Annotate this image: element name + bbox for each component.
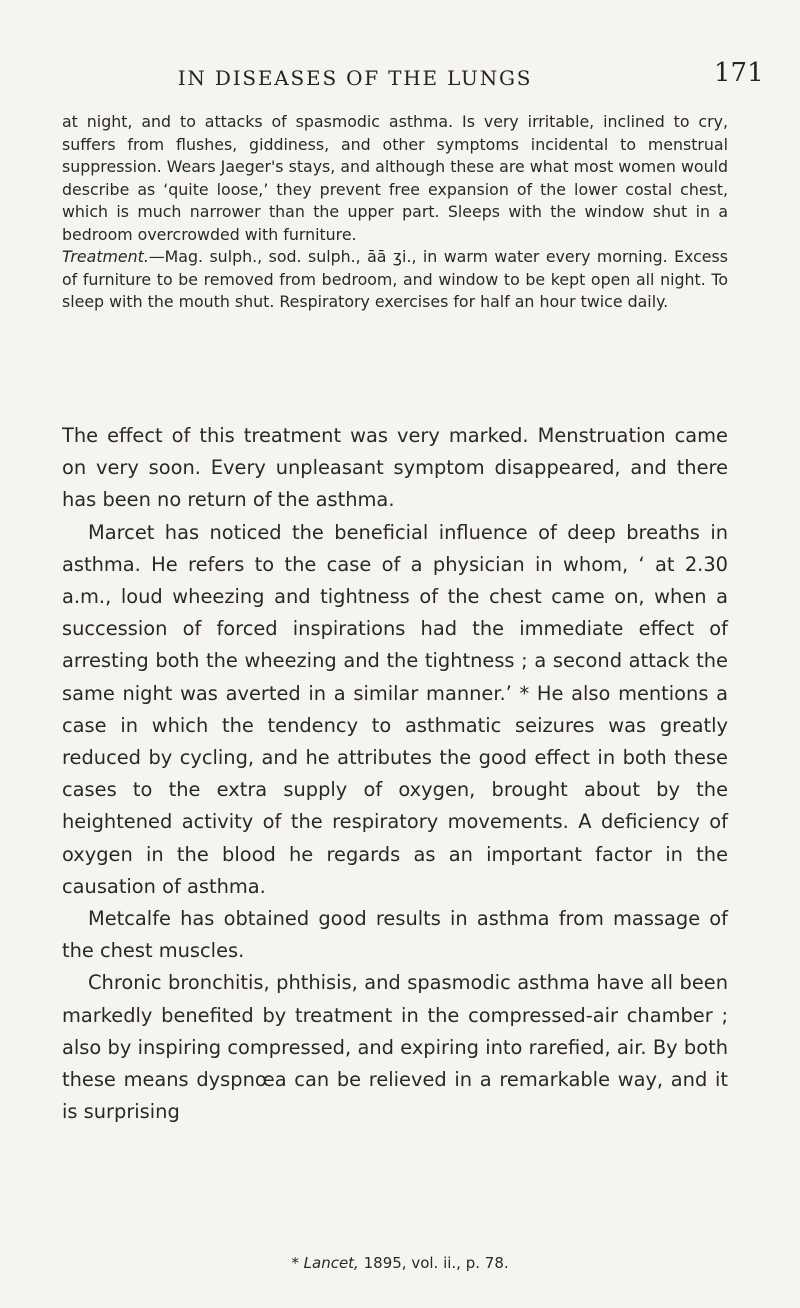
- case-notes: [62, 111, 728, 314]
- footnote-details: 1895, vol. ii., p. 78.: [363, 1254, 509, 1272]
- running-title: IN DISEASES OF THE LUNGS: [177, 66, 533, 90]
- case-description: at night, and to attacks of spasmodic asthma. Is very irritable, inclined to cry, suffers from flushes, giddiness, and other symptoms incidental to menstrual suppression. Wears Jaeger's stays, and although these are what most women would describe as ‘quite loose,’ they prevent free expansion of the lower costal chest, which is much narrower than the upper part. Sleeps with the window shut in a bedroom overcrowded with furniture.: [62, 112, 728, 244]
- paragraph-metcalfe: Metcalfe has obtained good results in asthma from massage of the chest muscles.: [62, 907, 728, 963]
- footnote-marker: *: [291, 1254, 299, 1272]
- treatment-label: Treatment.: [62, 247, 149, 266]
- paragraph-compressed-air: Chronic bronchitis, phthisis, and spasmodic asthma have all been markedly benefited by treatment in the compressed-air chamber ; also by inspiring compressed, and expiring into rarefied, air. By both these means dyspnœa can be relieved in a remarkable way, and it is surprising: [62, 971, 728, 1124]
- footnote: [0, 1254, 800, 1272]
- treatment-paragraph: [62, 246, 728, 314]
- treatment-text: —Mag. sulph., sod. sulph., āā ʒi., in warm water every morning. Excess of furniture to be removed from bedroom, and window to be kept open all night. To sleep with the mouth shut. Respiratory exercises for half an hour twice daily.: [62, 247, 728, 311]
- paragraph-effect: The effect of this treatment was very marked. Menstruation came on very soon. Every unpleasant symptom disappeared, and there has been no return of the asthma.: [62, 424, 728, 512]
- running-head: [0, 52, 800, 92]
- main-text: [62, 420, 728, 1128]
- page-number: 171: [714, 58, 764, 88]
- paragraph-marcet: Marcet has noticed the beneficial influence of deep breaths in asthma. He refers to the case of a physician in whom, ‘ at 2.30 a.m., loud wheezing and tightness of the chest came on, when a succession of forced inspirations had the immediate effect of arresting both the wheezing and the tightness ; a second attack the same night was averted in a similar manner.’ * He also mentions a case in which the tendency to asthmatic seizures was greatly reduced by cycling, and he attributes the good effect in both these cases to the extra supply of oxygen, brought about by the heightened activity of the respiratory movements. A deficiency of oxygen in the blood he regards as an important factor in the causation of asthma.: [62, 520, 728, 898]
- footnote-source: Lancet,: [303, 1254, 359, 1272]
